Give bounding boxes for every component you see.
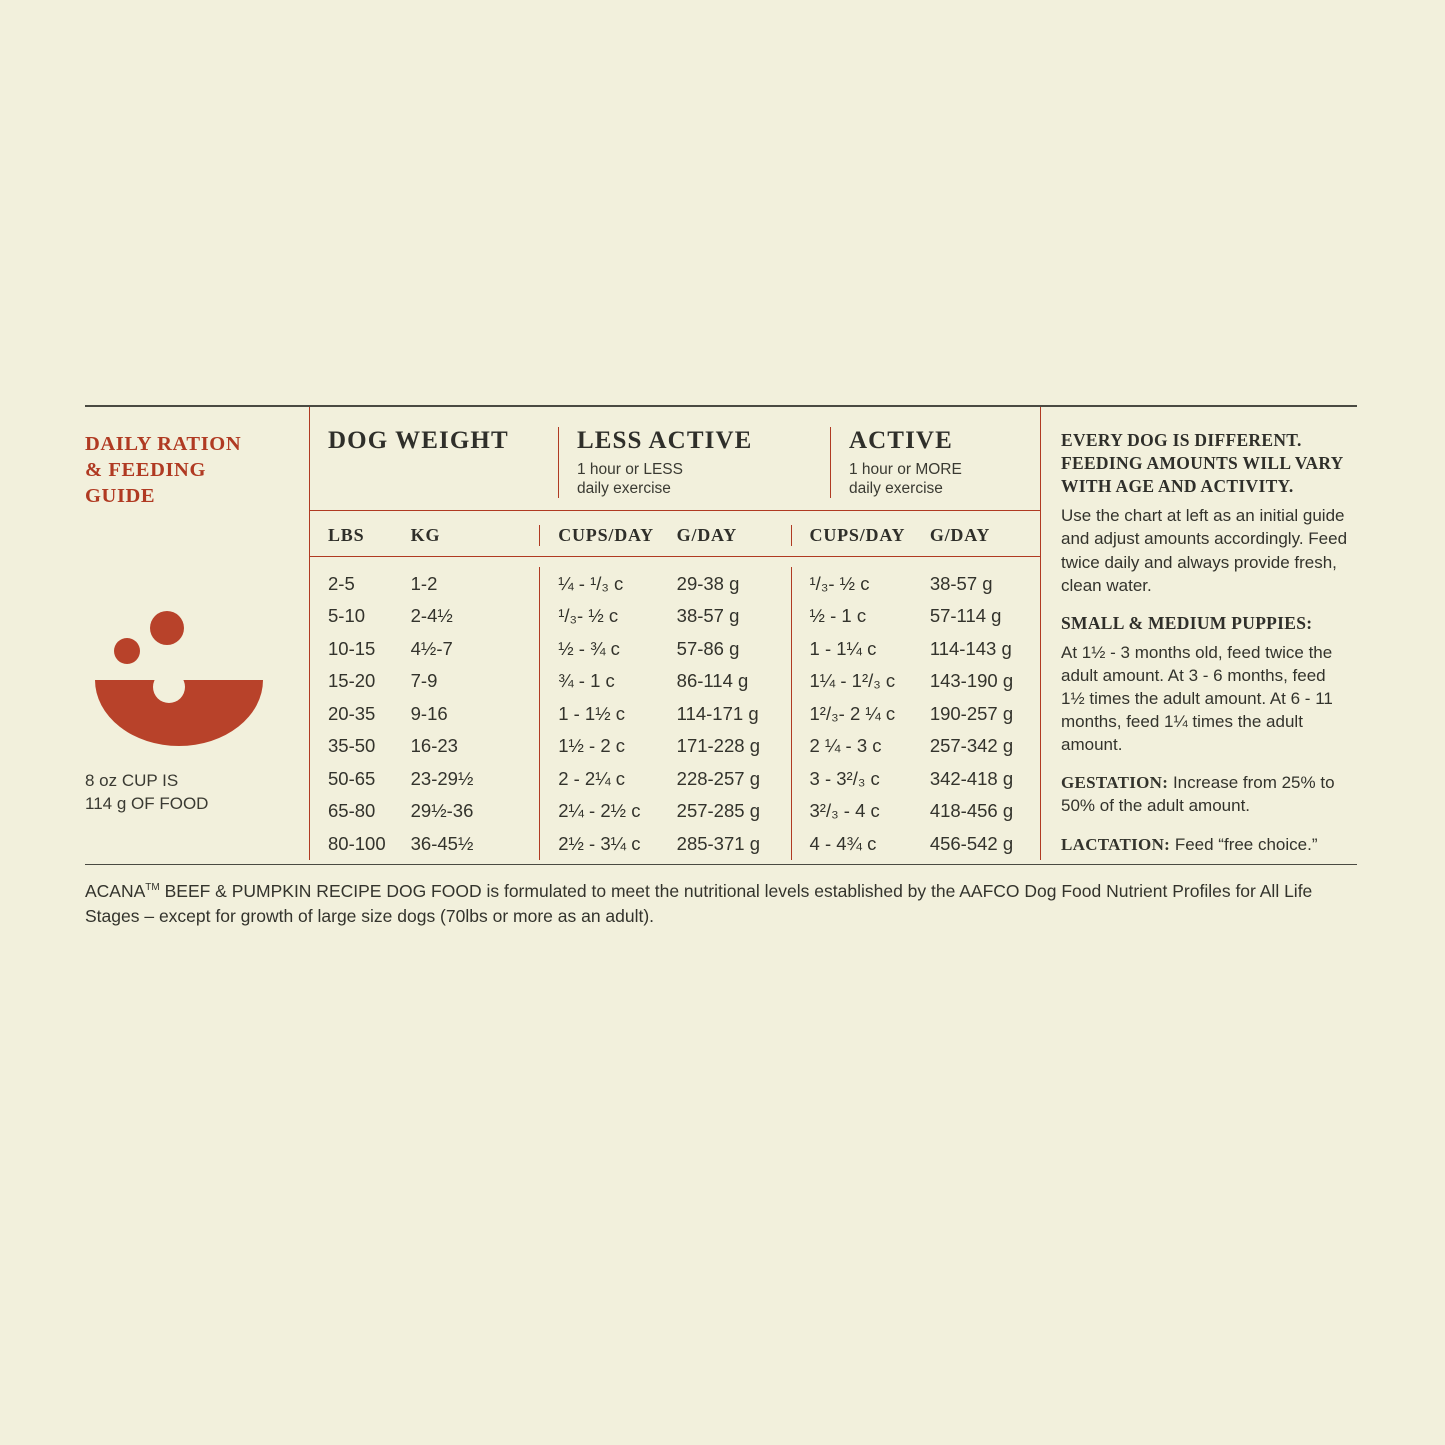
group-active-title: ACTIVE <box>849 427 953 454</box>
notes-gestation <box>1061 771 1353 817</box>
notes-puppies-heading: SMALL & MEDIUM PUPPIES: <box>1061 612 1313 633</box>
notes-puppies <box>1061 612 1353 757</box>
guide-left-column <box>85 407 309 860</box>
cell-less-g-day: 285-371 g <box>676 832 760 854</box>
group-less-active-sub <box>577 460 830 499</box>
table-row <box>310 730 1040 763</box>
guide-title <box>85 431 309 510</box>
cell-less-g-day: 114-171 g <box>676 702 759 724</box>
group-active-sub <box>849 460 1040 499</box>
column-header-active-cups-day: CUPS/DAY <box>791 525 930 546</box>
cell-kg: 1-2 <box>410 572 438 594</box>
notes-lactation-heading: LACTATION: <box>1061 834 1171 854</box>
column-header-lbs: LBS <box>328 525 365 546</box>
group-active-sub-2: daily exercise <box>849 479 943 497</box>
cell-lbs: 35-50 <box>328 735 376 756</box>
column-header-active-g-day: G/DAY <box>929 525 991 546</box>
cell-kg: 23-29½ <box>410 767 474 789</box>
dog-bowl-icon <box>85 598 309 758</box>
column-header-less-cups-day: CUPS/DAY <box>539 525 676 546</box>
notes-heading: EVERY DOG IS DIFFERENT. FEEDING AMOUNTS WILL VARY WITH AGE AND ACTIVITY. <box>1061 430 1343 497</box>
cell-active-cups-day: ¹/₃- ½ c <box>791 567 930 600</box>
cup-note-line-2: 114 g OF FOOD <box>85 793 209 813</box>
cell-active-g-day: 57-114 g <box>929 605 1002 626</box>
column-header-kg: KG <box>410 525 441 546</box>
notes-gestation-body: Increase from 25% to 50% of the adult amount. <box>1061 773 1335 816</box>
cell-less-cups-day: ¼ - ¹/₃ c <box>539 567 676 600</box>
cell-less-cups-day: 2¼ - 2½ c <box>539 795 676 828</box>
cell-active-g-day: 190-257 g <box>929 702 1014 724</box>
cell-active-cups-day: 3 - 3²/₃ c <box>791 762 930 795</box>
table-row <box>310 632 1040 665</box>
group-less-active-sub-2: daily exercise <box>577 479 671 497</box>
cell-lbs: 2-5 <box>328 572 355 594</box>
cell-less-cups-day: 2½ - 3¼ c <box>539 827 676 860</box>
table-row <box>310 795 1040 828</box>
notes-gestation-heading: GESTATION: <box>1061 773 1169 793</box>
cell-active-g-day: 114-143 g <box>929 637 1012 659</box>
cell-less-g-day: 257-285 g <box>676 800 760 821</box>
group-dog-weight-title: DOG WEIGHT <box>328 427 509 454</box>
aafco-statement <box>85 865 1330 930</box>
notes-intro: Use the chart at left as an initial guide and adjust amounts accordingly. Feed twice daily and always provide fresh, clean water. <box>1061 506 1348 595</box>
cell-active-cups-day: 4 - 4¾ c <box>791 827 930 860</box>
cell-less-cups-day: ½ - ¾ c <box>539 632 676 665</box>
cell-less-cups-day: ¾ - 1 c <box>539 665 676 698</box>
notes-lactation-body: Feed “free choice.” <box>1170 834 1318 854</box>
cell-less-cups-day: 1 - 1½ c <box>539 697 676 730</box>
feeding-notes <box>1040 407 1357 860</box>
cell-active-g-day: 38-57 g <box>929 572 993 594</box>
guide-title-line-2: & FEEDING <box>85 459 207 482</box>
cell-kg: 7-9 <box>410 670 438 691</box>
cell-less-g-day: 86-114 g <box>676 670 749 691</box>
notes-puppies-body: At 1½ - 3 months old, feed twice the adult amount. At 3 - 6 months, feed 1½ times the adult amount. At 6 - 11 months, feed 1¼ times the adult amount. <box>1061 642 1333 755</box>
group-less-active-sub-1: 1 hour or LESS <box>577 460 683 478</box>
table-body <box>310 557 1040 860</box>
table-row <box>310 567 1040 600</box>
cell-lbs: 80-100 <box>328 832 386 854</box>
cell-active-cups-day: 1²/₃- 2 ¼ c <box>791 697 930 730</box>
table-column-header <box>310 511 1040 557</box>
cup-note-line-1: 8 oz CUP IS <box>85 770 179 790</box>
guide-title-line-3: GUIDE <box>85 485 156 508</box>
cell-active-cups-day: 2 ¼ - 3 c <box>791 730 930 763</box>
cell-less-g-day: 38-57 g <box>676 605 740 626</box>
trademark-symbol: TM <box>145 881 160 893</box>
cell-kg: 29½-36 <box>410 800 474 821</box>
cell-active-cups-day: ½ - 1 c <box>791 600 930 633</box>
cell-lbs: 5-10 <box>328 605 366 626</box>
cell-active-cups-day: 1¼ - 1²/₃ c <box>791 665 930 698</box>
cell-less-cups-day: ¹/₃- ½ c <box>539 600 676 633</box>
cell-active-g-day: 257-342 g <box>929 735 1014 756</box>
cup-equivalence-note <box>85 770 309 816</box>
cell-kg: 9-16 <box>410 702 448 724</box>
table-row <box>310 762 1040 795</box>
cell-kg: 36-45½ <box>410 832 474 854</box>
cell-lbs: 20-35 <box>328 702 376 724</box>
cell-less-g-day: 57-86 g <box>676 637 740 659</box>
cell-less-cups-day: 1½ - 2 c <box>539 730 676 763</box>
table-group-header <box>310 407 1040 511</box>
table-row <box>310 665 1040 698</box>
group-active-sub-1: 1 hour or MORE <box>849 460 962 478</box>
cell-lbs: 15-20 <box>328 670 376 691</box>
table-row <box>310 697 1040 730</box>
group-dog-weight <box>310 427 558 498</box>
cell-lbs: 10-15 <box>328 637 376 659</box>
cell-lbs: 50-65 <box>328 767 376 789</box>
cell-kg: 16-23 <box>410 735 458 756</box>
cell-less-g-day: 228-257 g <box>676 767 760 789</box>
group-less-active-title: LESS ACTIVE <box>577 427 753 454</box>
cell-active-g-day: 456-542 g <box>929 832 1014 854</box>
guide-title-line-1: DAILY RATION <box>85 433 242 455</box>
cell-less-cups-day: 2 - 2¼ c <box>539 762 676 795</box>
notes-lactation <box>1061 833 1353 856</box>
feeding-table <box>309 407 1040 860</box>
cell-active-g-day: 342-418 g <box>929 767 1014 789</box>
cell-kg: 2-4½ <box>410 605 453 626</box>
group-dog-weight-spacer <box>328 455 558 491</box>
table-row <box>310 827 1040 860</box>
cell-kg: 4½-7 <box>410 637 453 659</box>
group-less-active <box>558 427 830 498</box>
feeding-guide-panel <box>85 405 1357 930</box>
cell-less-g-day: 171-228 g <box>676 735 760 756</box>
table-row <box>310 600 1040 633</box>
cell-less-g-day: 29-38 g <box>676 572 740 594</box>
cell-active-g-day: 418-456 g <box>929 800 1014 821</box>
cell-lbs: 65-80 <box>328 800 376 821</box>
cell-active-g-day: 143-190 g <box>929 670 1014 691</box>
cell-active-cups-day: 3²/₃ - 4 c <box>791 795 930 828</box>
aafco-statement-text: BEEF & PUMPKIN RECIPE DOG FOOD is formulated to meet the nutritional levels established by the AAFCO Dog Food Nutrient Profiles for All Life Stages – except for growth of large size dogs (70lbs or more as an adult). <box>85 880 1313 927</box>
brand-name: ACANA <box>85 880 146 901</box>
group-active <box>830 427 1040 498</box>
cell-active-cups-day: 1 - 1¼ c <box>791 632 930 665</box>
column-header-less-g-day: G/DAY <box>676 525 738 546</box>
guide-content <box>85 407 1357 860</box>
